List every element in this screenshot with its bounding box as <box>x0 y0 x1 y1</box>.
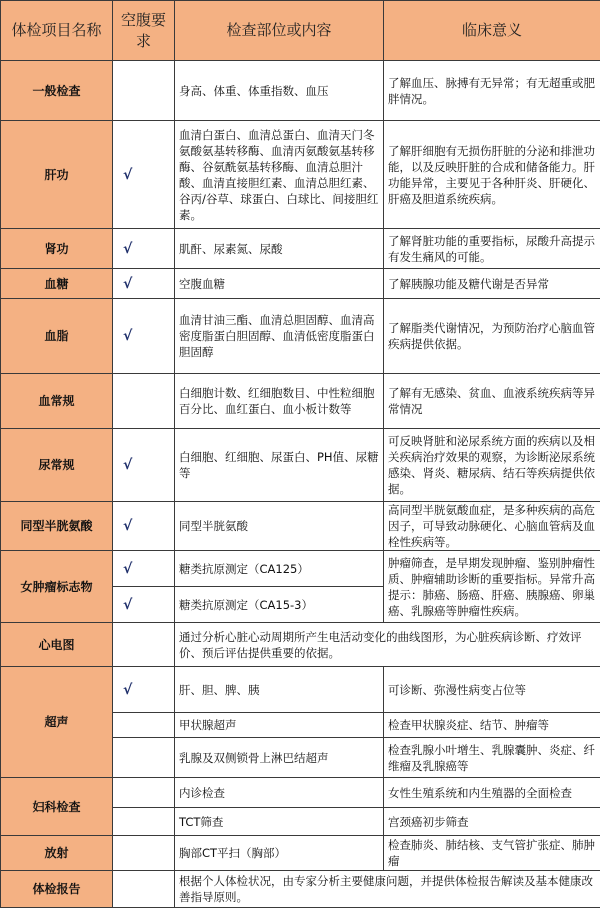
check-icon: √ <box>123 276 132 292</box>
table-row <box>1 121 600 229</box>
item-name: 超声 <box>1 667 113 778</box>
item-name: 血常规 <box>1 374 113 429</box>
content-cell: 白细胞、红细胞、尿蛋白、PH值、尿糖等 <box>175 429 384 502</box>
meaning-cell: 肿瘤筛查，是早期发现肿瘤、鉴别肿瘤性质、肿瘤辅助诊断的重要指标。异常升高提示：肺癌、肠癌、肝癌、胰腺癌、卵巢癌、乳腺癌等肿瘤性疾病。 <box>384 551 600 623</box>
meaning-cell: 女性生殖系统和内生殖器的全面检查 <box>384 778 600 808</box>
content-cell: 糖类抗原测定（CA125） <box>175 551 384 587</box>
meaning-cell: 可诊断、弥漫性病变占位等 <box>384 667 600 713</box>
content-cell: 血清白蛋白、血清总蛋白、血清天门冬氨酸氨基转移酶、血清丙氨酸氨基转移酶、谷氨酰氨基转移酶、血清总胆汁酸、血清直接胆红素、血清总胆红素、谷丙/谷草、球蛋白、白球比、间接胆红素。 <box>175 121 384 229</box>
item-name: 肾功 <box>1 229 113 269</box>
content-cell: 身高、体重、体重指数、血压 <box>175 61 384 121</box>
table-row <box>1 269 600 299</box>
item-name: 一般检查 <box>1 61 113 121</box>
meaning-cell: 检查乳腺小叶增生、乳腺囊肿、炎症、纤维瘤及乳腺癌等 <box>384 738 600 778</box>
fasting-cell <box>113 587 175 623</box>
content-cell: 通过分析心脏心动周期所产生电活动变化的曲线图形，为心脏疾病诊断、疗效评价、预后评估提供重要的依据。 <box>175 623 600 667</box>
meaning-cell: 了解肝细胞有无损伤肝脏的分泌和排泄功能，以及反映肝脏的合成和储备能力。肝功能异常，主要见于各种肝炎、肝硬化、肝癌及胆道系统疾病。 <box>384 121 600 229</box>
meaning-cell: 了解血压、脉搏有无异常；有无超重或肥胖情况。 <box>384 61 600 121</box>
check-icon: √ <box>123 241 132 257</box>
fasting-cell <box>113 551 175 587</box>
meaning-cell: 了解有无感染、贫血、血液系统疾病等异常情况 <box>384 374 600 429</box>
content-cell: 糖类抗原测定（CA15-3） <box>175 587 384 623</box>
content-cell: 乳腺及双侧锁骨上淋巴结超声 <box>175 738 384 778</box>
meaning-cell: 了解脂类代谢情况，为预防治疗心脑血管疾病提供依据。 <box>384 299 600 374</box>
item-name: 尿常规 <box>1 429 113 502</box>
content-cell: TCT筛查 <box>175 808 384 836</box>
fasting-cell <box>113 429 175 502</box>
content-cell: 肝、胆、脾、胰 <box>175 667 384 713</box>
check-icon: √ <box>123 457 132 473</box>
check-icon: √ <box>123 682 132 698</box>
item-name: 同型半胱氨酸 <box>1 502 113 551</box>
fasting-cell <box>113 713 175 738</box>
table-row <box>1 374 600 429</box>
item-name: 血糖 <box>1 269 113 299</box>
header-fasting: 空腹要求 <box>113 1 175 61</box>
table-row <box>1 61 600 121</box>
fasting-cell <box>113 623 175 667</box>
table-row <box>1 429 600 502</box>
fasting-cell <box>113 121 175 229</box>
fasting-cell <box>113 299 175 374</box>
fasting-cell <box>113 269 175 299</box>
content-cell: 甲状腺超声 <box>175 713 384 738</box>
table-row <box>1 299 600 374</box>
meaning-cell: 了解肾脏功能的重要指标，尿酸升高提示有发生痛风的可能。 <box>384 229 600 269</box>
fasting-cell <box>113 836 175 871</box>
fasting-cell <box>113 229 175 269</box>
fasting-cell <box>113 738 175 778</box>
content-cell: 白细胞计数、红细胞数目、中性粒细胞百分比、血红蛋白、血小板计数等 <box>175 374 384 429</box>
content-cell: 内诊检查 <box>175 778 384 808</box>
content-cell: 空腹血糖 <box>175 269 384 299</box>
item-name: 体检报告 <box>1 871 113 908</box>
item-name: 妇科检查 <box>1 778 113 836</box>
fasting-cell <box>113 61 175 121</box>
content-cell: 同型半胱氨酸 <box>175 502 384 551</box>
meaning-cell: 宫颈癌初步筛查 <box>384 808 600 836</box>
header-meaning: 临床意义 <box>384 1 600 61</box>
meaning-cell: 检查甲状腺炎症、结节、肿瘤等 <box>384 713 600 738</box>
content-cell: 血清甘油三酯、血清总胆固醇、血清高密度脂蛋白胆固醇、血清低密度脂蛋白胆固醇 <box>175 299 384 374</box>
table-row <box>1 836 600 871</box>
check-icon: √ <box>123 328 132 344</box>
item-name: 放射 <box>1 836 113 871</box>
header-row <box>1 1 600 61</box>
table-row <box>1 551 600 587</box>
item-name: 女肿瘤标志物 <box>1 551 113 623</box>
item-name: 血脂 <box>1 299 113 374</box>
fasting-cell <box>113 502 175 551</box>
fasting-cell <box>113 374 175 429</box>
content-cell: 肌酐、尿素氮、尿酸 <box>175 229 384 269</box>
fasting-cell <box>113 667 175 713</box>
check-icon: √ <box>123 518 132 534</box>
meaning-cell: 可反映肾脏和泌尿系统方面的疾病以及相关疾病治疗效果的观察，为诊断泌尿系统感染、肾炎、糖尿病、结石等疾病提供依据。 <box>384 429 600 502</box>
meaning-cell: 检查肺炎、肺结核、支气管扩张症、肺肿瘤 <box>384 836 600 871</box>
meaning-cell: 高同型半胱氨酸血症，是多种疾病的高危因子，可导致动脉硬化、心脑血管病及血栓性疾病等。 <box>384 502 600 551</box>
table-row <box>1 623 600 667</box>
fasting-cell <box>113 808 175 836</box>
check-icon: √ <box>123 167 132 183</box>
check-icon: √ <box>123 561 132 577</box>
table-row <box>1 871 600 908</box>
item-name: 心电图 <box>1 623 113 667</box>
fasting-cell <box>113 778 175 808</box>
table-row <box>1 667 600 713</box>
meaning-cell: 了解胰腺功能及糖代谢是否异常 <box>384 269 600 299</box>
content-cell: 根据个人体检状况，由专家分析主要健康问题，并提供体检报告解读及基本健康改善指导原则。 <box>175 871 600 908</box>
check-icon: √ <box>123 597 132 613</box>
item-name: 肝功 <box>1 121 113 229</box>
table-row <box>1 502 600 551</box>
header-content: 检查部位或内容 <box>175 1 384 61</box>
table-row <box>1 229 600 269</box>
fasting-cell <box>113 871 175 908</box>
content-cell: 胸部CT平扫（胸部） <box>175 836 384 871</box>
header-item: 体检项目名称 <box>1 1 113 61</box>
table-row <box>1 778 600 808</box>
